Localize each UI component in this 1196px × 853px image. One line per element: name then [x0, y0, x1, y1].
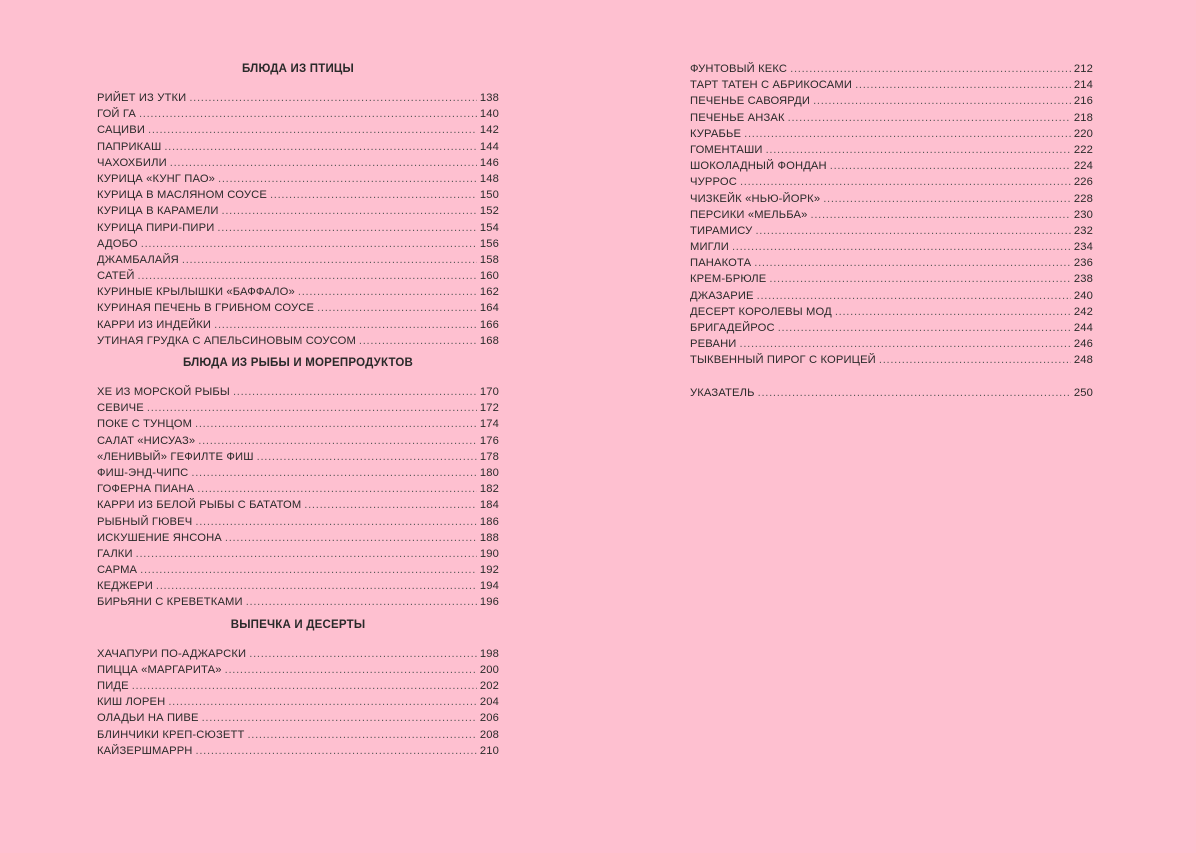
toc-entry[interactable]	[97, 662, 499, 678]
dot-leader	[222, 203, 477, 219]
entry-title: САРМА	[97, 564, 138, 577]
entry-page-number: 178	[479, 450, 499, 463]
entry-title: КУРИНАЯ ПЕЧЕНЬ В ГРИБНОМ СОУСЕ	[97, 302, 315, 315]
entry-page-number: 150	[479, 189, 499, 202]
entry-page-number: 206	[479, 712, 499, 725]
dot-leader	[148, 122, 477, 138]
entry-page-number: 250	[1073, 386, 1093, 399]
entry-title: ГОЙ ГА	[97, 108, 136, 121]
toc-entry-index[interactable]	[690, 385, 1093, 401]
toc-entry[interactable]	[97, 433, 499, 449]
entry-title: ФУНТОВЫЙ КЕКС	[690, 63, 788, 75]
dot-leader	[788, 110, 1071, 126]
dot-leader	[191, 465, 477, 481]
entry-page-number: 138	[479, 92, 499, 104]
dot-leader	[132, 678, 477, 694]
entry-page-number: 242	[1073, 305, 1093, 318]
entry-title: ОЛАДЬИ НА ПИВЕ	[97, 712, 199, 725]
dot-leader	[740, 336, 1071, 352]
entry-title: КУРИЦА «КУНГ ПАО»	[97, 172, 216, 185]
entry-title: КАРРИ ИЗ ИНДЕЙКИ	[97, 318, 212, 331]
entry-title: ПЕРСИКИ «МЕЛЬБА»	[690, 208, 808, 221]
toc-entry[interactable]	[97, 155, 499, 171]
entry-title: САЦИВИ	[97, 124, 146, 137]
entry-title: ТИРАМИСУ	[690, 224, 753, 237]
toc-section-baking	[97, 617, 499, 759]
dot-leader	[218, 171, 477, 187]
entry-page-number: 174	[479, 418, 499, 431]
toc-entry[interactable]	[97, 646, 499, 662]
dot-leader	[196, 743, 477, 759]
toc-right-column	[690, 61, 1093, 401]
dot-leader	[744, 126, 1071, 142]
dot-leader	[140, 562, 477, 578]
toc-entry[interactable]	[690, 223, 1093, 239]
toc-entry[interactable]	[97, 171, 499, 187]
entry-title: ДЕСЕРТ КОРОЛЕВЫ МОД	[690, 305, 832, 318]
entry-title: ЧИЗКЕЙК «НЬЮ-ЙОРК»	[690, 192, 821, 205]
entry-title: ТЫКВЕННЫЙ ПИРОГ С КОРИЦЕЙ	[690, 354, 876, 367]
entry-title: ХАЧАПУРИ ПО-АДЖАРСКИ	[97, 647, 247, 660]
dot-leader	[217, 220, 476, 236]
dot-leader	[247, 727, 476, 743]
toc-entry[interactable]	[97, 678, 499, 694]
entry-title: ХЕ ИЗ МОРСКОЙ РЫБЫ	[97, 386, 230, 398]
toc-entry[interactable]	[690, 61, 1093, 77]
toc-entry[interactable]	[97, 252, 499, 268]
entry-page-number: 170	[479, 386, 499, 398]
entry-page-number: 208	[479, 728, 499, 741]
entry-page-number: 194	[479, 580, 499, 593]
section-title: БЛЮДА ИЗ РЫБЫ И МОРЕПРОДУКТОВ	[182, 357, 414, 369]
dot-leader	[138, 268, 477, 284]
entry-title: ПОКЕ С ТУНЦОМ	[97, 418, 193, 431]
entry-title: ИСКУШЕНИЕ ЯНСОНА	[97, 531, 222, 544]
section-title: ВЫПЕЧКА И ДЕСЕРТЫ	[230, 618, 366, 631]
entry-title: АДОБО	[97, 237, 138, 250]
entry-page-number: 182	[479, 483, 499, 496]
toc-entry[interactable]	[97, 139, 499, 155]
dot-leader	[879, 352, 1071, 368]
toc-entry[interactable]	[97, 236, 499, 252]
entry-title: САТЕЙ	[97, 270, 135, 283]
toc-entry[interactable]	[97, 333, 499, 349]
section-title: БЛЮДА ИЗ ПТИЦЫ	[242, 63, 354, 75]
dot-leader	[778, 320, 1071, 336]
dot-leader	[855, 77, 1071, 93]
entry-page-number: 186	[479, 515, 499, 528]
dot-leader	[790, 61, 1071, 77]
dot-leader	[202, 710, 477, 726]
toc-entry[interactable]	[97, 284, 499, 300]
toc-entry[interactable]	[690, 207, 1093, 223]
toc-entry[interactable]	[690, 352, 1093, 368]
entry-page-number: 212	[1073, 63, 1093, 75]
toc-entry[interactable]	[690, 142, 1093, 158]
dot-leader	[317, 300, 477, 316]
toc-entry[interactable]	[690, 271, 1093, 287]
toc-section-poultry	[97, 61, 499, 349]
toc-entry[interactable]	[97, 317, 499, 333]
toc-entry[interactable]	[97, 300, 499, 316]
dot-leader	[758, 385, 1071, 401]
entry-page-number: 158	[479, 253, 499, 266]
toc-entry[interactable]	[97, 122, 499, 138]
entry-title: БИРЬЯНИ С КРЕВЕТКАМИ	[97, 596, 243, 609]
entry-title: УКАЗАТЕЛЬ	[690, 386, 755, 399]
dot-leader	[830, 158, 1071, 174]
entry-title: КУРАБЬЕ	[690, 127, 742, 140]
dot-leader	[811, 207, 1071, 223]
dot-leader	[147, 400, 477, 416]
dot-leader	[214, 317, 477, 333]
entry-title: МИГЛИ	[690, 241, 729, 254]
continued-entries	[690, 61, 1093, 369]
toc-entry[interactable]	[97, 497, 499, 513]
entry-page-number: 230	[1073, 208, 1093, 221]
dot-leader	[754, 255, 1071, 271]
entry-title: ЧАХОХБИЛИ	[97, 156, 167, 169]
toc-entry[interactable]	[97, 187, 499, 203]
dot-leader	[835, 304, 1071, 320]
toc-entry[interactable]	[690, 320, 1093, 336]
entry-title: КАЙЗЕРШМАРРН	[97, 744, 193, 757]
entry-page-number: 214	[1073, 79, 1093, 92]
entry-page-number: 238	[1073, 273, 1093, 286]
toc-entry[interactable]	[690, 110, 1093, 126]
entry-title: КИШ ЛОРЕН	[97, 696, 166, 709]
dot-leader	[769, 271, 1070, 287]
entry-title: ГОМЕНТАШИ	[690, 143, 763, 156]
dot-leader	[197, 481, 477, 497]
toc-entry[interactable]	[690, 255, 1093, 271]
entry-page-number: 188	[479, 531, 499, 544]
toc-entry[interactable]	[97, 743, 499, 759]
section-entries	[97, 646, 499, 759]
entry-page-number: 172	[479, 402, 499, 415]
entry-title: КУРИЦА ПИРИ-ПИРИ	[97, 221, 215, 234]
toc-entry[interactable]	[690, 304, 1093, 320]
entry-title: ПИДЕ	[97, 680, 129, 692]
entry-page-number: 220	[1073, 127, 1093, 140]
dot-leader	[189, 90, 477, 106]
entry-page-number: 152	[479, 205, 499, 218]
dot-leader	[732, 239, 1071, 255]
toc-entry[interactable]	[97, 416, 499, 432]
entry-page-number: 162	[479, 286, 499, 299]
entry-page-number: 184	[479, 499, 499, 512]
entry-page-number: 246	[1073, 338, 1093, 351]
entry-page-number: 164	[479, 302, 499, 315]
entry-page-number: 200	[479, 663, 499, 676]
dot-leader	[740, 174, 1071, 190]
entry-title: ПЕЧЕНЬЕ САВОЯРДИ	[690, 95, 811, 108]
entry-title: РЕВАНИ	[690, 338, 737, 351]
dot-leader	[813, 93, 1071, 109]
dot-leader	[170, 155, 477, 171]
toc-entry[interactable]	[97, 727, 499, 743]
toc-entry[interactable]	[97, 400, 499, 416]
dot-leader	[298, 284, 477, 300]
entry-title: ФИШ-ЭНД-ЧИПС	[97, 466, 189, 479]
entry-page-number: 232	[1073, 224, 1093, 237]
dot-leader	[225, 530, 477, 546]
dot-leader	[136, 546, 477, 562]
toc-entry[interactable]	[690, 336, 1093, 352]
section-entries	[97, 90, 499, 349]
entry-page-number: 144	[479, 140, 499, 153]
dot-leader	[168, 694, 477, 710]
toc-left-column	[97, 61, 499, 759]
entry-page-number: 210	[479, 744, 499, 757]
dot-leader	[246, 594, 477, 610]
toc-entry[interactable]	[690, 158, 1093, 174]
dot-leader	[755, 223, 1070, 239]
entry-title: ДЖАЗАРИЕ	[690, 289, 754, 302]
entry-title: КРЕМ-БРЮЛЕ	[690, 273, 767, 286]
toc-section-fish	[97, 355, 499, 611]
toc-entry[interactable]	[690, 239, 1093, 255]
toc-entry[interactable]	[97, 203, 499, 219]
toc-entry[interactable]	[97, 546, 499, 562]
toc-entry[interactable]	[97, 530, 499, 546]
entry-title: САЛАТ «НИСУАЗ»	[97, 434, 196, 447]
toc-entry[interactable]	[690, 77, 1093, 93]
toc-entry[interactable]	[690, 126, 1093, 142]
entry-title: БЛИНЧИКИ КРЕП-СЮЗЕТТ	[97, 728, 245, 741]
entry-page-number: 218	[1073, 111, 1093, 124]
toc-entry[interactable]	[690, 288, 1093, 304]
entry-title: КУРИЦА В МАСЛЯНОМ СОУСЕ	[97, 189, 267, 202]
entry-page-number: 166	[479, 318, 499, 331]
dot-leader	[139, 106, 477, 122]
entry-page-number: 176	[479, 434, 499, 447]
entry-title: ПИЦЦА «МАРГАРИТА»	[97, 663, 222, 676]
dot-leader	[195, 514, 476, 530]
toc-entry[interactable]	[97, 90, 499, 106]
entry-page-number: 234	[1073, 241, 1093, 254]
dot-leader	[757, 288, 1071, 304]
entry-page-number: 240	[1073, 289, 1093, 302]
dot-leader	[164, 139, 477, 155]
entry-page-number: 228	[1073, 192, 1093, 205]
toc-entry[interactable]	[690, 93, 1093, 109]
entry-page-number: 216	[1073, 95, 1093, 108]
entry-page-number: 196	[479, 596, 499, 609]
entry-title: ГОФЕРНА ПИАНА	[97, 483, 195, 496]
entry-page-number: 244	[1073, 322, 1093, 334]
entry-page-number: 204	[479, 696, 499, 709]
entry-title: ЧУРРОС	[690, 176, 737, 189]
section-entries	[97, 384, 499, 611]
toc-entry[interactable]	[97, 106, 499, 122]
entry-page-number: 146	[479, 156, 499, 169]
entry-page-number: 224	[1073, 160, 1093, 173]
entry-page-number: 236	[1073, 257, 1093, 270]
dot-leader	[141, 236, 477, 252]
toc-entry[interactable]	[97, 562, 499, 578]
entry-page-number: 190	[479, 547, 499, 560]
dot-leader	[766, 142, 1071, 158]
toc-entry[interactable]	[97, 594, 499, 610]
toc-entry[interactable]	[97, 481, 499, 497]
toc-entry[interactable]	[97, 578, 499, 594]
entry-title: КУРИНЫЕ КРЫЛЫШКИ «БАФФАЛО»	[97, 286, 295, 299]
entry-title: ДЖАМБАЛАЙЯ	[97, 253, 179, 266]
entry-title: ТАРТ ТАТЕН С АБРИКОСАМИ	[690, 79, 853, 92]
entry-title: РИЙЕТ ИЗ УТКИ	[97, 92, 187, 104]
entry-title: УТИНАЯ ГРУДКА С АПЕЛЬСИНОВЫМ СОУСОМ	[97, 334, 356, 347]
entry-title: ПАПРИКАШ	[97, 140, 162, 153]
entry-page-number: 180	[479, 466, 499, 479]
entry-title: ГАЛКИ	[97, 547, 133, 560]
toc-entry[interactable]	[97, 694, 499, 710]
dot-leader	[198, 433, 477, 449]
toc-entry[interactable]	[690, 174, 1093, 190]
dot-leader	[257, 449, 477, 465]
entry-page-number: 202	[479, 680, 499, 692]
entry-title: КАРРИ ИЗ БЕЛОЙ РЫБЫ С БАТАТОМ	[97, 499, 302, 512]
toc-entry[interactable]	[97, 268, 499, 284]
dot-leader	[156, 578, 477, 594]
entry-title: ПЕЧЕНЬЕ АНЗАК	[690, 111, 785, 124]
entry-title: ШОКОЛАДНЫЙ ФОНДАН	[690, 160, 827, 173]
toc-entry[interactable]	[97, 710, 499, 726]
entry-page-number: 142	[479, 124, 499, 137]
dot-leader	[249, 646, 477, 662]
entry-title: ПАНАКОТА	[690, 257, 752, 270]
entry-page-number: 248	[1073, 354, 1093, 367]
entry-title: РЫБНЫЙ ГЮВЕЧ	[97, 515, 193, 528]
entry-page-number: 154	[479, 221, 499, 234]
dot-leader	[182, 252, 477, 268]
toc-entry[interactable]	[690, 191, 1093, 207]
entry-page-number: 140	[479, 108, 499, 121]
entry-title: КЕДЖЕРИ	[97, 580, 153, 593]
entry-title: БРИГАДЕЙРОС	[690, 322, 775, 334]
entry-page-number: 198	[479, 647, 499, 660]
toc-entry[interactable]	[97, 220, 499, 236]
entry-page-number: 156	[479, 237, 499, 250]
entry-title: КУРИЦА В КАРАМЕЛИ	[97, 205, 219, 218]
dot-leader	[270, 187, 477, 203]
entry-page-number: 226	[1073, 176, 1093, 189]
dot-leader	[233, 384, 477, 400]
dot-leader	[304, 497, 477, 513]
entry-title: «ЛЕНИВЫЙ» ГЕФИЛТЕ ФИШ	[97, 450, 254, 463]
entry-page-number: 168	[479, 334, 499, 347]
entry-page-number: 148	[479, 172, 499, 185]
dot-leader	[225, 662, 477, 678]
dot-leader	[823, 191, 1071, 207]
toc-entry[interactable]	[97, 514, 499, 530]
entry-title: СЕВИЧЕ	[97, 402, 144, 415]
entry-page-number: 192	[479, 564, 499, 577]
dot-leader	[195, 416, 477, 432]
entry-page-number: 160	[479, 270, 499, 283]
toc-entry[interactable]	[97, 449, 499, 465]
toc-entry[interactable]	[97, 384, 499, 400]
dot-leader	[359, 333, 477, 349]
entry-page-number: 222	[1073, 143, 1093, 156]
toc-entry[interactable]	[97, 465, 499, 481]
